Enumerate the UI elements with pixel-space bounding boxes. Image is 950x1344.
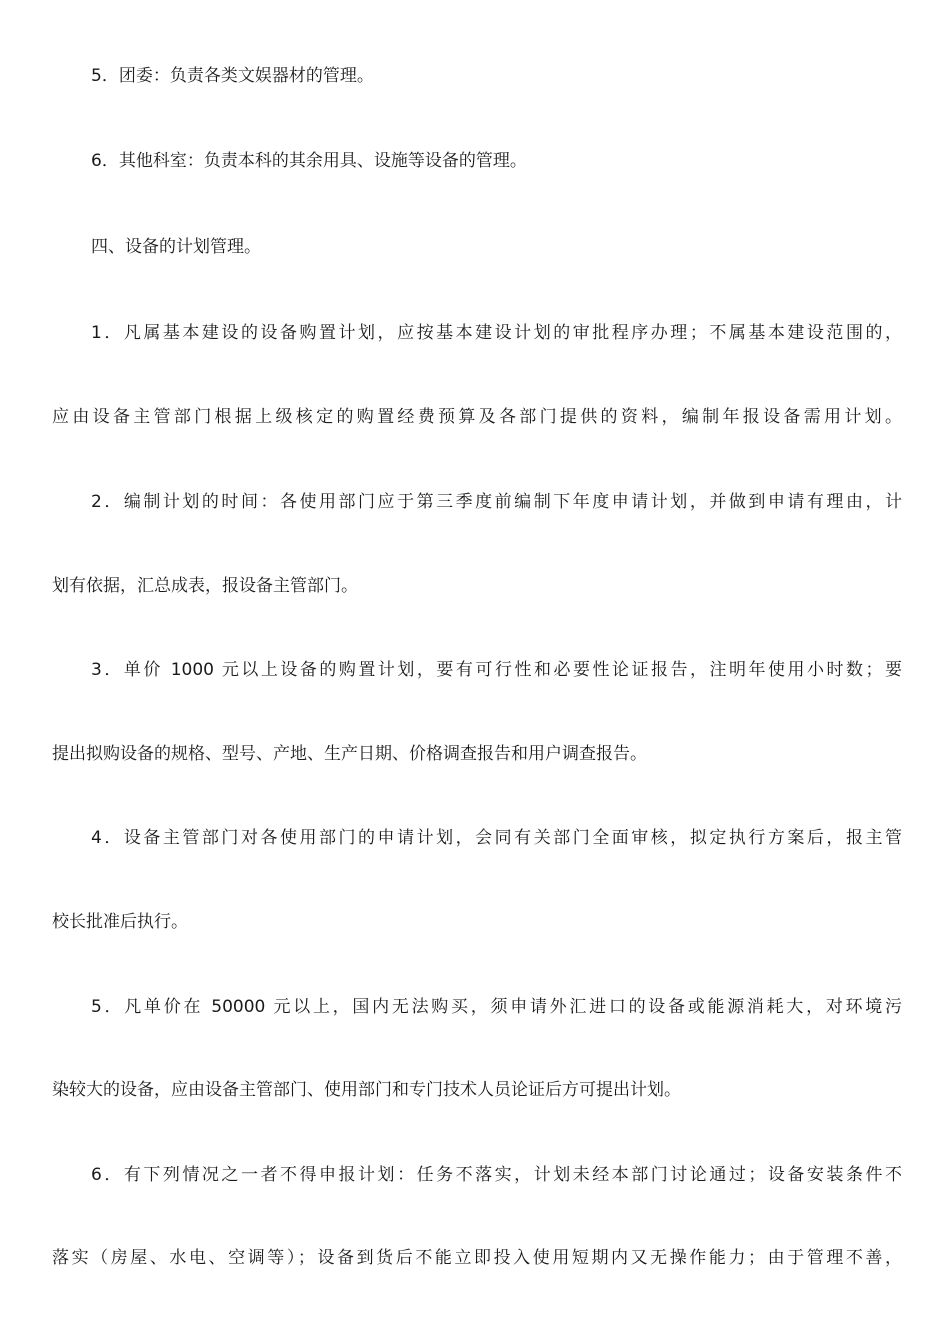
text-line-item2-part1: 2．编制计划的时间：各使用部门应于第三季度前编制下年度申请计划，并做到申请有理由，计: [91, 492, 902, 512]
text-line-item3-part1: 3．单价 1000 元以上设备的购置计划，要有可行性和必要性论证报告，注明年使用小时数；要: [91, 660, 902, 680]
text-line-item5-part1: 5．凡单价在 50000 元以上，国内无法购买，须申请外汇进口的设备或能源消耗大，对环境污: [91, 997, 902, 1017]
text-line-item6-part2: 落实（房屋、水电、空调等）；设备到货后不能立即投入使用短期内又无操作能力；由于管理不善，: [52, 1248, 902, 1268]
text-line-item6-part1: 6．有下列情况之一者不得申报计划：任务不落实，计划未经本部门讨论通过；设备安装条件不: [91, 1165, 902, 1185]
text-line-item3-part2: 提出拟购设备的规格、型号、产地、生产日期、价格调查报告和用户调查报告。: [52, 744, 647, 764]
text-line-other-departments: 6．其他科室：负责本科的其余用具、设施等设备的管理。: [91, 151, 527, 171]
text-line-item2-part2: 划有依据，汇总成表，报设备主管部门。: [52, 576, 358, 596]
text-line-item5-part2: 染较大的设备，应由设备主管部门、使用部门和专门技术人员论证后方可提出计划。: [52, 1080, 681, 1100]
text-line-item4-part2: 校长批准后执行。: [52, 912, 188, 932]
text-line-item1-part2: 应由设备主管部门根据上级核定的购置经费预算及各部门提供的资料，编制年报设备需用计划。: [52, 407, 902, 427]
text-line-item1-part1: 1．凡属基本建设的设备购置计划，应按基本建设计划的审批程序办理；不属基本建设范围的，: [91, 323, 902, 343]
text-line-unit5-youth-league: 5．团委：负责各类文娱器材的管理。: [91, 66, 374, 86]
section-heading-plan-management: 四、设备的计划管理。: [91, 237, 261, 257]
text-line-item4-part1: 4．设备主管部门对各使用部门的申请计划，会同有关部门全面审核，拟定执行方案后，报主管: [91, 828, 902, 848]
